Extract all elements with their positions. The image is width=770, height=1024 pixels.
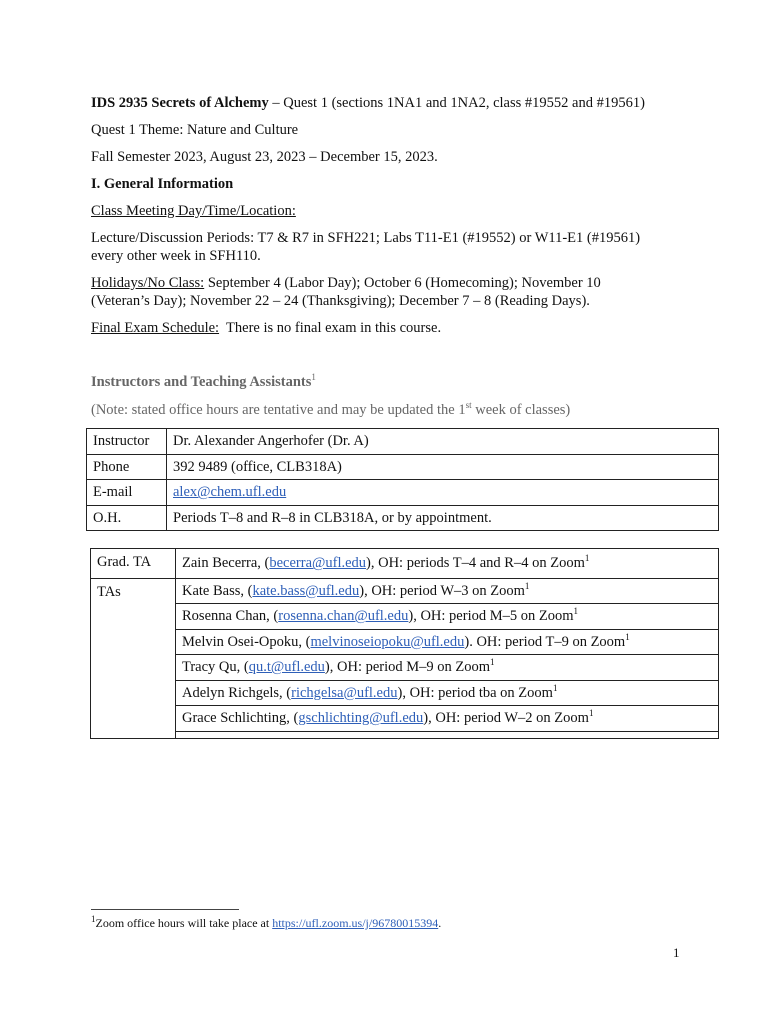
zoom-link[interactable]: https://ufl.zoom.us/j/96780015394 (272, 916, 439, 930)
lecture-periods-line2: every other week in SFH110. (91, 248, 261, 264)
table-row (87, 480, 719, 506)
table-row (91, 549, 719, 579)
footnote: $^1$Zoom office hours will take place at https://ufl.zoom.us/j/96780015394. (91, 914, 442, 930)
grad-ta-entry: Zain Becerra, (becerra@ufl.edu), OH: periods T–4 and R–4 on Zoom$^1$ (176, 549, 719, 579)
office-hours-label: O.H. (87, 505, 167, 531)
ta-email-link[interactable]: becerra@ufl.edu (269, 555, 367, 572)
instructors-heading: Instructors and Teaching Assistants$^1$ (91, 372, 316, 390)
office-hours-value: Periods T–8 and R–8 in CLB318A, or by appointment. (167, 505, 719, 531)
ta-entry: Tracy Qu, (qu.t@ufl.edu), OH: period M–9 on Zoom$^1$ (176, 655, 719, 681)
final-exam-label: Final Exam Schedule: (91, 320, 220, 336)
ta-email-link[interactable]: qu.t@ufl.edu (248, 659, 325, 676)
final-exam-line: Final Exam Schedule: There is no final exam in this course. (91, 320, 442, 336)
holidays-line1: Holidays/No Class: September 4 (Labor Day); October 6 (Homecoming); November 10 (91, 275, 601, 291)
course-code-title: IDS 2935 Secrets of Alchemy (91, 95, 269, 111)
ta-table (90, 548, 719, 739)
ta-entry: Grace Schlichting, (gschlichting@ufl.edu), OH: period W–2 on Zoom$^1$ (176, 706, 719, 732)
course-title-line (91, 94, 645, 112)
section-heading-general: I. General Information (91, 176, 234, 192)
instructor-email-link[interactable]: alex@chem.ufl.edu (173, 484, 287, 501)
ta-entry: Kate Bass, (kate.bass@ufl.edu), OH: period W–3 on Zoom$^1$ (176, 578, 719, 604)
instructor-table (86, 428, 719, 531)
lecture-periods-line1: Lecture/Discussion Periods: T7 & R7 in SFH221; Labs T11-E1 (#19552) or W11-E1 (#19561) (91, 230, 641, 246)
table-row (91, 655, 719, 681)
instructor-label: Instructor (87, 429, 167, 455)
ta-email-link[interactable]: rosenna.chan@ufl.edu (278, 608, 409, 625)
table-row (91, 578, 719, 604)
table-row (91, 706, 719, 732)
tas-label: TAs (91, 578, 176, 738)
ta-email-link[interactable]: melvinoseiopoku@ufl.edu (310, 633, 465, 650)
table-row (91, 680, 719, 706)
grad-ta-label: Grad. TA (91, 549, 176, 579)
table-row (91, 629, 719, 655)
holidays-line2: (Veteran’s Day); November 22 – 24 (Thanksgiving); December 7 – 8 (Reading Days). (91, 293, 590, 309)
ta-email-link[interactable]: gschlichting@ufl.edu (298, 710, 424, 727)
course-title-rest: – Quest 1 (sections 1NA1 and 1NA2, class #19552 and #19561) (268, 95, 645, 111)
quest-theme: Quest 1 Theme: Nature and Culture (91, 122, 299, 138)
page-number: 1 (673, 945, 680, 960)
office-hours-note: (Note: stated office hours are tentative and may be updated the 1st week of classes) (91, 400, 571, 418)
table-row (87, 429, 719, 455)
empty-cell (176, 731, 719, 738)
table-row (91, 731, 719, 738)
holidays-label: Holidays/No Class: (91, 275, 205, 291)
table-row (87, 505, 719, 531)
ta-email-link[interactable]: richgelsa@ufl.edu (291, 684, 398, 701)
instructor-name: Dr. Alexander Angerhofer (Dr. A) (167, 429, 719, 455)
semester-dates: Fall Semester 2023, August 23, 2023 – December 15, 2023. (91, 149, 438, 165)
ta-email-link[interactable]: kate.bass@ufl.edu (252, 582, 360, 599)
phone-value: 392 9489 (office, CLB318A) (167, 454, 719, 480)
email-cell (167, 480, 719, 506)
footnote-divider (91, 909, 239, 910)
table-row (91, 604, 719, 630)
table-row (87, 454, 719, 480)
ta-entry: Rosenna Chan, (rosenna.chan@ufl.edu), OH: period M–5 on Zoom$^1$ (176, 604, 719, 630)
class-meeting-label: Class Meeting Day/Time/Location: (91, 203, 296, 219)
phone-label: Phone (87, 454, 167, 480)
ta-entry: Adelyn Richgels, (richgelsa@ufl.edu), OH: period tba on Zoom$^1$ (176, 680, 719, 706)
ta-entry: Melvin Osei-Opoku, (melvinoseiopoku@ufl.edu). OH: period T–9 on Zoom$^1$ (176, 629, 719, 655)
email-label: E-mail (87, 480, 167, 506)
